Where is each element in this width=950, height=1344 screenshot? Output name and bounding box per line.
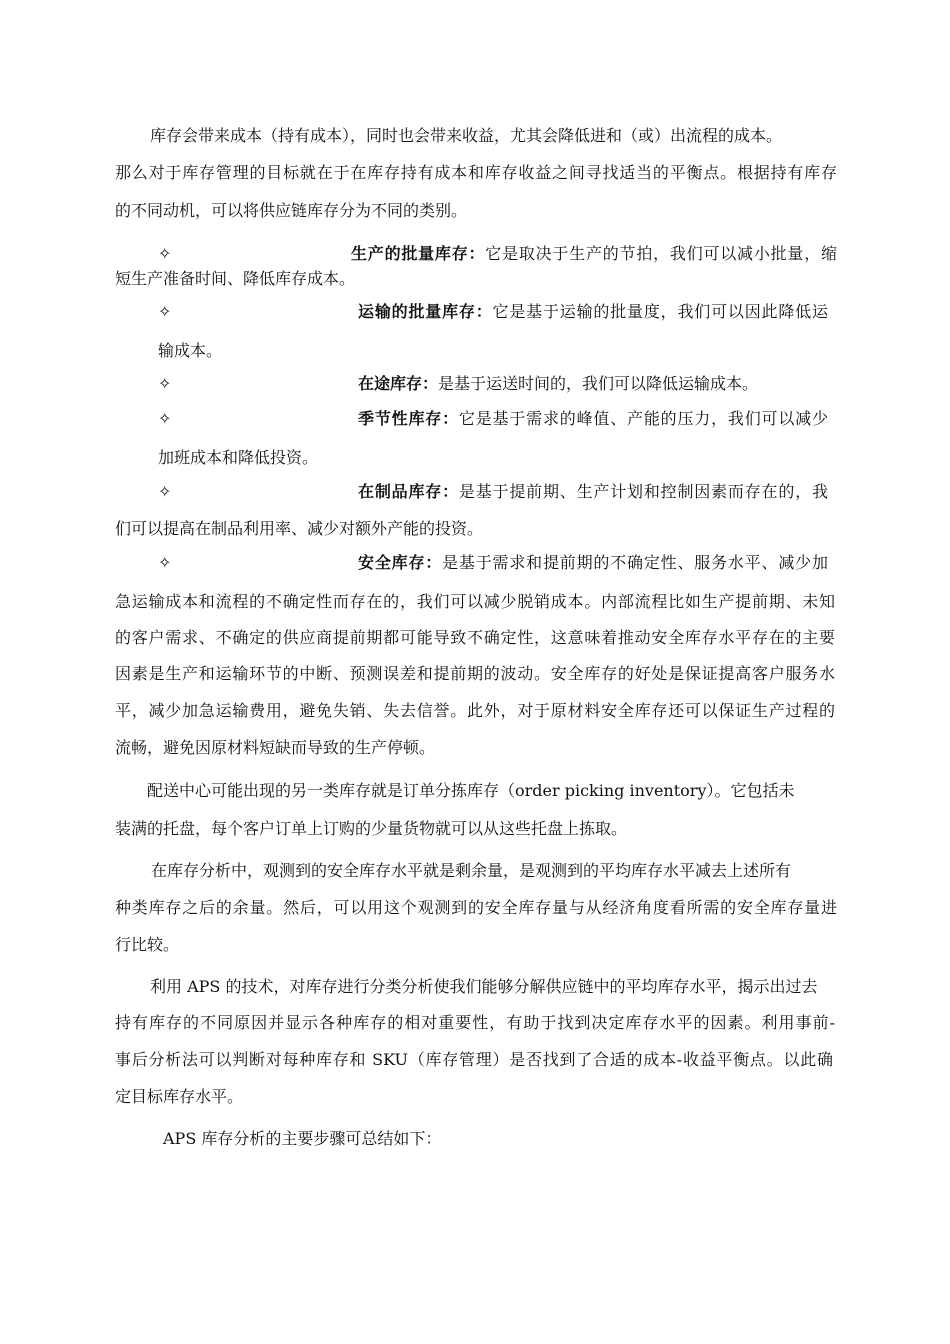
bullet-icon: ✧ (158, 302, 172, 321)
intro-line-3: 的不同动机，可以将供应链库存分为不同的类别。 (115, 201, 468, 220)
item-3-line (358, 373, 758, 395)
para2-line-2: 装满的托盘，每个客户订单上订购的少量货物就可以从这些托盘上拣取。 (115, 819, 628, 838)
bullet-icon: ✧ (158, 244, 172, 263)
para3-line-2: 种类库存之后的余量。然后，可以用这个观测到的安全库存量与从经济角度看所需的安全库存量进 (115, 898, 837, 917)
item-1-term: 生产的批量库存： (351, 244, 486, 263)
item-4-line (358, 408, 828, 430)
item-6-cont-4: 平，减少加急运输费用，避免失销、失去信誉。此外，对于原材料安全库存还可以保证生产过程的 (115, 701, 835, 720)
bullet-icon: ✧ (158, 482, 172, 501)
item-6-text: 是基于需求和提前期的不确定性、服务水平、减少加 (442, 553, 828, 572)
item-2-term: 运输的批量库存： (358, 302, 493, 321)
para3-line-1: 在库存分析中，观测到的安全库存水平就是剩余量，是观测到的平均库存水平减去上述所有 (151, 861, 792, 880)
para4-line-3: 事后分析法可以判断对每种库存和 SKU（库存管理）是否找到了合适的成本-收益平衡点。以此确 (115, 1050, 833, 1069)
intro-line-1: 库存会带来成本（持有成本），同时也会带来收益，尤其会降低进和（或）出流程的成本。 (150, 126, 783, 145)
item-4-text: 它是基于需求的峰值、产能的压力，我们可以减少 (458, 409, 828, 428)
para4-line-4: 定目标库存水平。 (115, 1087, 244, 1106)
item-1-line (351, 243, 837, 265)
item-1-cont: 短生产准备时间、降低库存成本。 (115, 269, 356, 288)
para4-line-1: 利用 APS 的技术，对库存进行分类分析使我们能够分解供应链中的平均库存水平，揭示出过去 (150, 977, 818, 996)
bullet-icon: ✧ (158, 374, 172, 393)
item-5-term: 在制品库存： (358, 482, 459, 501)
para5-line-1: APS 库存分析的主要步骤可总结如下： (163, 1129, 442, 1148)
item-1-text: 它是取决于生产的节拍，我们可以减小批量，缩 (485, 244, 837, 263)
item-6-cont-2: 的客户需求、不确定的供应商提前期都可能导致不确定性，这意味着推动安全库存水平存在的主要 (115, 628, 835, 647)
item-5-line (358, 481, 828, 503)
bullet-icon: ✧ (158, 409, 172, 428)
item-6-line (358, 552, 828, 574)
item-6-cont-5: 流畅，避免因原材料短缺而导致的生产停顿。 (115, 738, 436, 757)
item-6-term: 安全库存： (358, 553, 443, 572)
item-5-cont: 们可以提高在制品利用率、减少对额外产能的投资。 (115, 519, 484, 538)
item-6-cont-1: 急运输成本和流程的不确定性而存在的，我们可以减少脱销成本。内部流程比如生产提前期、未知 (115, 592, 835, 611)
item-2-cont: 输成本。 (158, 341, 223, 360)
item-4-cont: 加班成本和降低投资。 (158, 448, 319, 467)
item-5-text: 是基于提前期、生产计划和控制因素而存在的，我 (458, 482, 828, 501)
para2-line-1: 配送中心可能出现的另一类库存就是订单分拣库存（order picking inventory）。它包括未 (147, 781, 795, 800)
para4-line-2: 持有库存的不同原因并显示各种库存的相对重要性，有助于找到决定库存水平的因素。利用事前- (115, 1013, 835, 1032)
intro-line-2: 那么对于库存管理的目标就在于在库存持有成本和库存收益之间寻找适当的平衡点。根据持有库存 (115, 163, 837, 182)
item-6-cont-3: 因素是生产和运输环节的中断、预测误差和提前期的波动。安全库存的好处是保证提高客户服务水 (115, 664, 835, 683)
item-2-line (358, 301, 828, 323)
item-3-term: 在途库存： (358, 374, 439, 393)
bullet-icon: ✧ (158, 553, 172, 572)
item-4-term: 季节性库存： (358, 409, 459, 428)
item-2-text: 它是基于运输的批量度，我们可以因此降低运 (492, 302, 828, 321)
para3-line-3: 行比较。 (115, 935, 180, 954)
item-3-text: 是基于运送时间的，我们可以降低运输成本。 (438, 374, 759, 393)
